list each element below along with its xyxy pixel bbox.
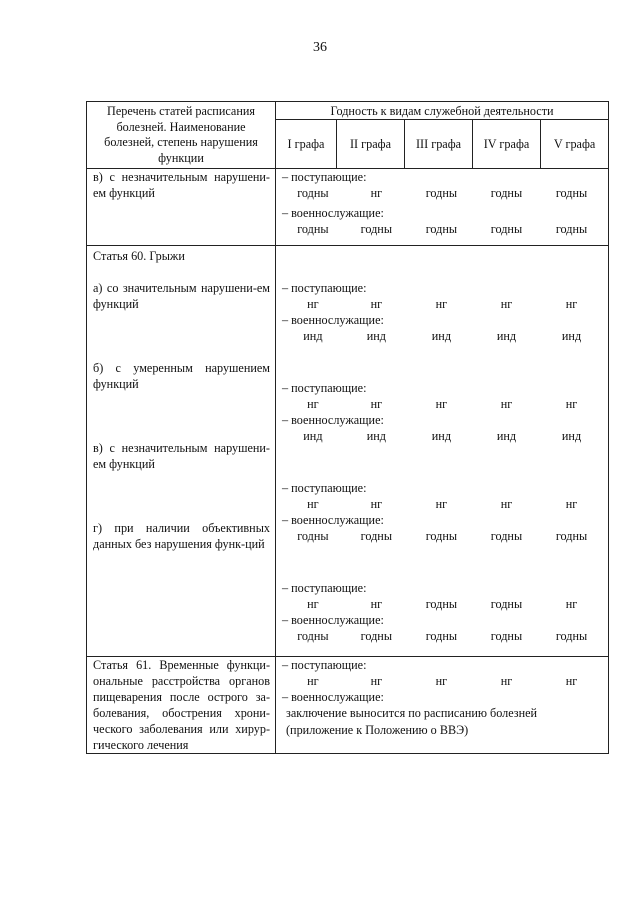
servicemen-label: – военнослужащие:	[282, 313, 384, 327]
servicemen-label: – военнослужащие:	[282, 513, 384, 527]
value: нг	[307, 297, 319, 311]
value: годны	[360, 222, 393, 236]
value: годны	[297, 222, 329, 236]
value: инд	[561, 429, 582, 443]
value: нг	[435, 297, 448, 311]
value: годны	[425, 597, 458, 611]
table-row	[87, 246, 609, 657]
value: нг	[565, 597, 578, 611]
applicants-label: – поступающие:	[282, 481, 367, 495]
value: нг	[500, 297, 513, 311]
value: нг	[500, 397, 513, 411]
applicants-values	[282, 596, 604, 612]
value: годны	[297, 529, 329, 543]
value: нг	[500, 674, 513, 688]
value: нг	[370, 597, 383, 611]
value: годны	[555, 222, 588, 236]
value: годны	[490, 222, 523, 236]
value: нг	[565, 397, 578, 411]
row-label: б) с умеренным нарушением функций	[93, 361, 270, 391]
value: годны	[490, 529, 523, 543]
page-number: 36	[313, 40, 327, 55]
row-label: г) при наличии объективных данных без нарушения функ-ций	[93, 521, 270, 551]
value: годны	[555, 529, 588, 543]
header-graph-1: I графа	[276, 120, 337, 169]
value: инд	[431, 429, 452, 443]
value: нг	[500, 497, 513, 511]
row-label: в) с незначительным нарушени-ем функций	[93, 441, 270, 471]
row-label-cell	[87, 246, 276, 657]
value: нг	[307, 597, 319, 611]
value: нг	[370, 397, 383, 411]
applicants-label: – поступающие:	[282, 658, 367, 672]
value: годны	[490, 629, 523, 643]
article-60-title: Статья 60. Грыжи	[93, 249, 185, 263]
value: нг	[307, 397, 319, 411]
value: нг	[370, 497, 383, 511]
value: нг	[435, 674, 448, 688]
servicemen-values	[282, 328, 604, 344]
value: годны	[425, 186, 458, 200]
value: годны	[360, 629, 393, 643]
servicemen-values	[282, 221, 604, 237]
value: инд	[496, 329, 517, 343]
value: нг	[435, 397, 448, 411]
applicants-values	[282, 185, 604, 201]
applicants-values	[282, 673, 604, 689]
value: нг	[370, 186, 383, 200]
applicants-values	[282, 396, 604, 412]
servicemen-label: – военнослужащие:	[282, 690, 384, 704]
header-graph-2: II графа	[337, 120, 405, 169]
value: инд	[496, 429, 517, 443]
value: годны	[490, 186, 523, 200]
conclusion-text: заключение выносится по расписанию болезней (приложение к Положению о ВВЭ)	[286, 706, 538, 737]
value: нг	[565, 497, 578, 511]
header-fitness-group: Годность к видам служебной деятельности	[276, 102, 609, 120]
row-label: в) с незначительным нарушени-ем функций	[93, 170, 270, 200]
row-label-cell	[87, 657, 276, 754]
value: годны	[490, 597, 523, 611]
fitness-cell	[276, 169, 609, 246]
value: инд	[366, 329, 386, 343]
value: инд	[366, 429, 386, 443]
value: нг	[370, 297, 383, 311]
applicants-label: – поступающие:	[282, 581, 367, 595]
value: нг	[435, 497, 448, 511]
servicemen-label: – военнослужащие:	[282, 206, 384, 220]
value: годны	[555, 186, 588, 200]
applicants-values	[282, 296, 604, 312]
fitness-cell	[276, 657, 609, 754]
row-label: а) со значительным нарушени-ем функций	[93, 281, 270, 311]
value: годны	[297, 629, 329, 643]
value: инд	[561, 329, 582, 343]
servicemen-values	[282, 628, 604, 644]
value: нг	[565, 674, 578, 688]
value: годны	[360, 529, 393, 543]
table-row	[87, 657, 609, 754]
value: нг	[565, 297, 578, 311]
servicemen-label: – военнослужащие:	[282, 413, 384, 427]
value: нг	[307, 497, 319, 511]
header-graph-4: IV графа	[473, 120, 541, 169]
value: нг	[307, 674, 319, 688]
servicemen-label: – военнослужащие:	[282, 613, 384, 627]
value: годны	[297, 186, 329, 200]
table-row	[87, 169, 609, 246]
value: инд	[303, 429, 323, 443]
value: годны	[555, 629, 588, 643]
applicants-label: – поступающие:	[282, 170, 367, 184]
row-label-cell	[87, 169, 276, 246]
value: инд	[431, 329, 452, 343]
applicants-values	[282, 496, 604, 512]
applicants-label: – поступающие:	[282, 381, 367, 395]
fitness-cell	[276, 246, 609, 657]
value: годны	[425, 629, 458, 643]
servicemen-values	[282, 428, 604, 444]
header-graph-5: V графа	[541, 120, 609, 169]
value: годны	[425, 222, 458, 236]
article-61-title: Статья 61. Временные функци-ональные расстройства органов пищеварения после острого за-болевания, обострения хрони-ческого заболевания или хирур-гического лечения	[93, 658, 270, 752]
applicants-label: – поступающие:	[282, 281, 367, 295]
servicemen-values	[282, 528, 604, 544]
header-list-of-articles: Перечень статей расписания болезней. Наименование болезней, степень нарушения функции	[87, 102, 276, 169]
value: нг	[370, 674, 383, 688]
header-graph-3: III графа	[405, 120, 473, 169]
value: инд	[303, 329, 323, 343]
value: годны	[425, 529, 458, 543]
fitness-table	[86, 101, 609, 754]
